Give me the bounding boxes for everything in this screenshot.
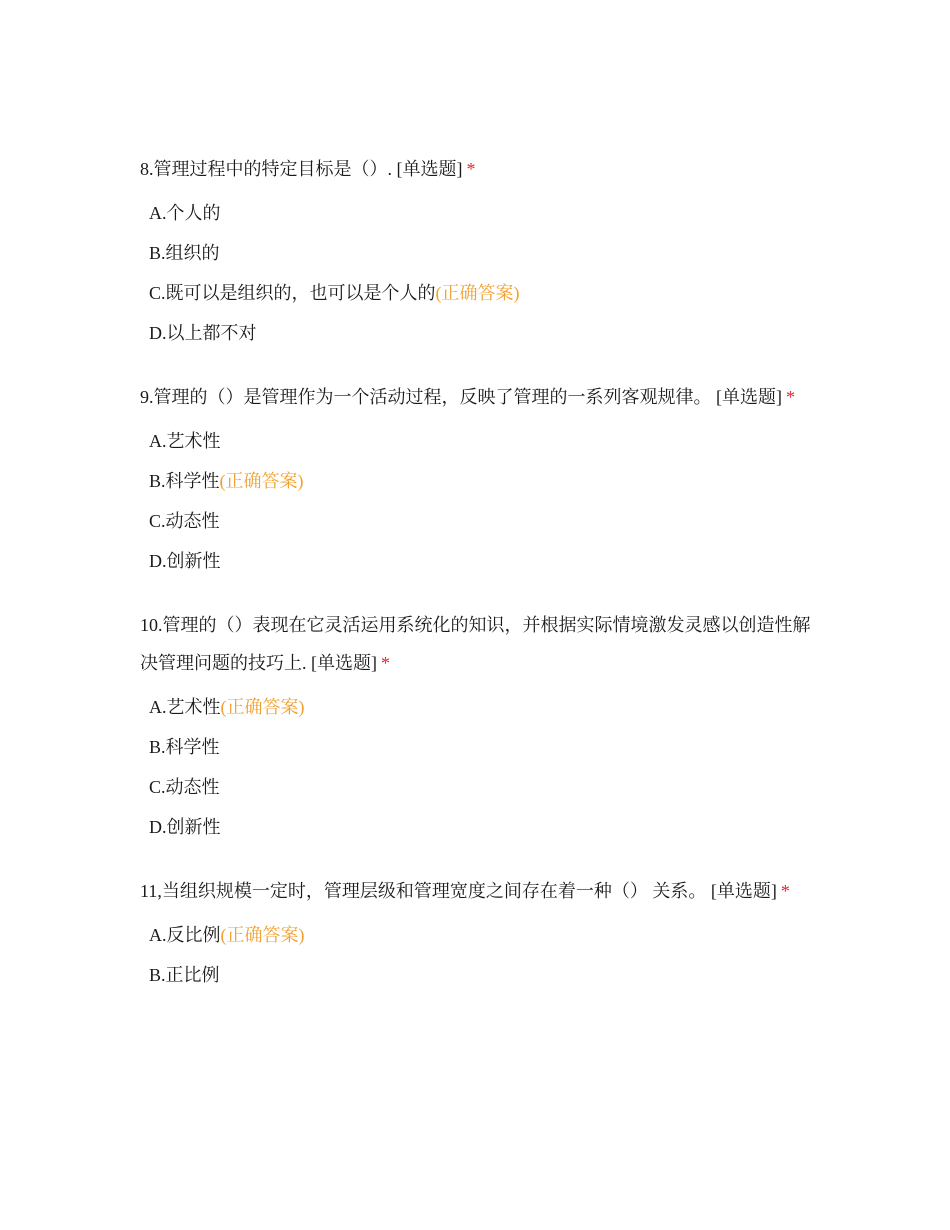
option-d[interactable]: D.创新性 (149, 551, 221, 571)
option-d[interactable]: D.创新性 (149, 817, 221, 837)
option-a[interactable]: A.个人的 (149, 203, 221, 223)
correct-answer-note: (正确答案) (220, 697, 305, 717)
option-b[interactable]: B.正比例 (149, 965, 220, 985)
option-d[interactable]: D.以上都不对 (149, 323, 257, 343)
question-title: 9.管理的（）是管理作为一个活动过程，反映了管理的一系列客观规律。 [单选题] * (140, 387, 795, 407)
correct-answer-note: (正确答案) (219, 471, 304, 491)
question-9 (140, 378, 820, 581)
option-b[interactable]: B.科学性(正确答案) (149, 471, 304, 491)
question-8 (140, 150, 820, 353)
required-mark: * (780, 881, 790, 901)
required-mark: * (381, 653, 390, 673)
option-b[interactable]: B.组织的 (149, 243, 220, 263)
option-c[interactable]: C.动态性 (149, 511, 220, 531)
quiz-page (140, 150, 820, 1020)
correct-answer-note: (正确答案) (435, 283, 520, 303)
option-a[interactable]: A.艺术性(正确答案) (149, 697, 305, 717)
question-title: 8.管理过程中的特定目标是（）. [单选题] * (140, 159, 476, 179)
question-title: 10.管理的（）表现在它灵活运用系统化的知识，并根据实际情境激发灵感以创造性解决管理问题的技巧上. [单选题] * (140, 615, 811, 673)
option-b[interactable]: B.科学性 (149, 737, 220, 757)
option-c[interactable]: C.既可以是组织的，也可以是个人的(正确答案) (149, 283, 520, 303)
option-a[interactable]: A.艺术性 (149, 431, 221, 451)
question-11 (140, 872, 820, 995)
question-title: 11,当组织规模一定时，管理层级和管理宽度之间存在着一种（） 关系。 [单选题] * (140, 881, 790, 901)
option-a[interactable]: A.反比例(正确答案) (149, 925, 305, 945)
question-10 (140, 606, 820, 847)
required-mark: * (786, 387, 795, 407)
required-mark: * (466, 159, 476, 179)
option-c[interactable]: C.动态性 (149, 777, 220, 797)
correct-answer-note: (正确答案) (220, 925, 305, 945)
